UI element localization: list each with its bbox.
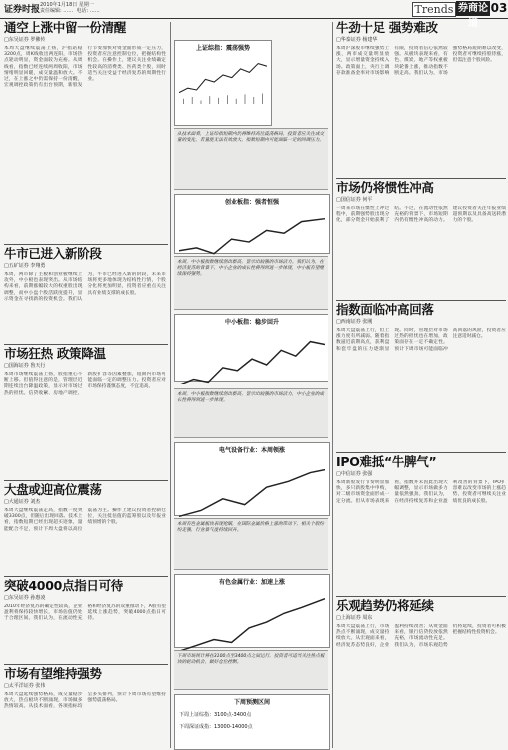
issue-info: 2010年1月18日 星期一 责任编辑: …… 电话: …… [40,2,100,14]
article-byline: □太平洋证券 张伟 [4,683,46,689]
chart-c3 [174,314,328,382]
chart-title: 有色金属行业：加速上涨 [218,579,285,586]
stock-line-chart [179,53,267,106]
chart-c5 [174,574,330,648]
article-byline: □东吴证券 罗佛传 [4,37,46,43]
article-body: 本周新股发行节奏明显加快，多只新股集中申购，对二级市场资金面形成一定分流。但从市场表现来看，指数并未因此出现大幅调整，显示市场做多力量依然强劲。我们认为，在经济持续复苏和企业盈利改善的背景下，IPO扩容难以改变市场的上涨趋势，投资者可继续关注业绩优良的成长股。 [336,480,506,504]
article-headline: 市场仍将惯性冲高 [336,180,434,195]
rule [4,576,168,577]
article-a3 [4,346,166,478]
chart-c6 [174,694,330,750]
article-mid-body [174,256,328,384]
article-a4 [4,482,166,574]
rule [4,244,168,245]
quote-q1 [174,128,328,190]
article-body: 2010年经济复苏的确定性较高，企业盈利将保持较快增长，市场估值仍处于合理区间。我们认为，在流动性充裕和经济复苏的双重推动下，A股有望延续上涨趋势，突破4000点指日可待。 [4,604,166,622]
quote-text: 下周市场预计将在3100点至3400点之间运行，投资者可适当关注热点板块的轮动机会，做好仓位控制。 [177,654,325,666]
article-byline: □东吴证券 孙惠凌 [4,595,46,601]
article-body: 本周大盘延续强势格局，成交量稳步放大，热点板块不断涌现，市场做多热情较高。从技术面看，各项指标均呈多头排列，预计下周市场有望维持强势震荡格局。 [4,692,166,710]
quote-text: 从技术面看，上证综指短期内仍将维持高位震荡格局，投资者应关注成交量的变化，若量能无法有效放大，指数短期内可能面临一定的回调压力。 [177,132,325,144]
article-a1 [4,20,166,242]
chart-title: 上证综指：震荡强势 [195,45,250,52]
section-title: 券商论道 [458,3,488,29]
article-a9 [336,302,506,450]
quote-q3 [174,388,328,438]
article-body: 一周来市场在惯性上冲过程中，前期强势股出现分化，部分资金开始获利了结。不过，在流动性依然充裕的背景下，市场短期内仍有惯性冲高的动力。建议投资者关注年报业绩超预期以及具备高送转潜力的个股。 [336,206,506,224]
column-divider [170,22,171,748]
article-byline: □上海证券 周东 [336,615,373,621]
article-body: 本周，两市除了主板和创业板继续上攻外，中小板也表现突出。从市场结构来看，前期涨幅较大的权重股出现调整，而中小盘个股活跃度提升，显示资金在寻找新的投资机会。我们认为，牛市已经进入新的阶段，未来市场将更多地体现为结构性行情，个股分化将更加明显，投资者应重点关注具有业绩支撑的成长股。 [4,272,166,302]
article-a2 [4,246,166,342]
page-number: 03 [490,1,508,15]
article-headline: 牛劲十足 强势难改 [336,20,438,35]
article-body: 本周大盘继续震荡走高，指数一度突破3300点，但随后出现回落。技术上看，指数短期已经出现超买迹象，量能配合不足，预计下周大盘将以高位震荡为主。操作上建议投资者控制仓位，关注低估值的蓝筹股以及年报业绩预增的个股。 [4,508,166,532]
predict-label-1: 下周上证综指：3100点-3400点 [179,712,252,718]
rule [336,452,506,453]
article-a10 [336,454,506,594]
article-a11 [336,598,506,748]
rule [336,178,506,179]
predict-label-2: 下周深证成指：13000-14000点 [179,724,253,730]
article-headline: 通空上涨中留一份清醒 [4,20,127,35]
quote-q2 [174,256,328,310]
article-body: 本周大盘震荡上行，市场热点不断涌现，成交量持续放大。从宏观面来看，经济复苏态势良好，企业盈利持续改善；从资金面来看，银行信贷投放依然充裕，市场流动性充足。我们认为，市场乐观趋势仍将延续，投资者可积极把握结构性投资机会。 [336,624,506,648]
rule [4,664,168,665]
article-headline: IPO难抵“牛脾气” [336,454,437,469]
article-body: 本周大盘震荡上行，但上涨力度有所减弱。随着指数逼近前期高点，获利盘和套牢盘的压力逐渐显现。同时，管理层对市场过热的担忧也在增加，政策面存在一定不确定性。预计下周市场可能面临冲高回落的风险，投资者应注意适时减仓。 [336,328,506,352]
article-body: 本周市场继续震荡上扬，股指重心不断上移。但值得注意的是，管理层近期连续出台降温政策，显示对市场过热的担忧。信贷收紧、房地产调控、新股扩容等因素叠加，短期内市场可能面临一定的调整压力。投资者应对市场保持谨慎态度，不宜追高。 [4,372,166,396]
article-headline: 市场狂热 政策降温 [4,346,106,361]
chart-title: 下周预测区间 [233,699,270,706]
paper-name: 证券时报 [4,5,41,15]
chart-c2 [174,194,330,254]
chart-title: 中小板指：稳步回升 [224,319,279,326]
chart-c1 [174,40,272,126]
chart-title: 电气设备行业：本周领涨 [218,447,285,454]
rule [336,300,506,301]
article-a7 [336,20,506,176]
stock-line-chart [179,327,325,384]
article-byline: □中信证券 张强 [336,471,373,477]
article-a8 [336,180,506,298]
article-headline: 牛市已进入新阶段 [4,246,102,261]
article-body: 本周大盘继续震荡上扬，沪指站稳3200点，周K线收出两连阳，市场热点轮动明显，资金面较为充裕。从周线看，指数已经连续两周收阳，市场情绪明显回暖，成交量温和放大。不过，在上涨之中仍需保持一份清醒，宏观调控政策仍有出台预期，新股发行节奏加快对资金面形成一定压力，投资者应注意控制仓位，把握结构性机会。在操作上，建议关注业绩确定性较高的消费类、医药类个股，同时适当关注受益于经济复苏的周期性行业。 [4,46,166,89]
article-headline: 大盘或迎高位震荡 [4,482,102,497]
article-byline: □国海证券 鲁天行 [4,363,46,369]
rule [336,596,506,597]
article-headline: 市场有望维持强势 [4,666,102,681]
article-byline: □西南证券 张刚 [336,319,373,325]
quote-text: 本周有色金属板块表现抢眼，在国际金属价格上涨的带动下，相关个股纷纷走强，行业景气度持续回升。 [177,522,325,534]
quote-q5 [174,650,328,690]
chart-title: 创业板指：强者恒强 [224,199,279,206]
article-byline: □五矿证券 李翔勇 [4,263,46,269]
trends-label: Trends [412,2,456,17]
quote-text: 本周，中小板指数继续创出新高，显示出较强的市场活力，中小企业的成长性将得到进一步体现。 [177,392,325,404]
quote-text: 本周，中小板指数继续创出新高，显示出较强的市场活力。我们认为，在经济复苏的背景下，中小企业的成长性将得到进一步体现，中小板有望继续保持强势。 [177,260,325,278]
article-a5 [4,578,166,662]
article-byline: □大通证券 刘杰 [4,499,41,505]
chart-c4 [174,442,330,516]
rule [4,480,168,481]
rule [4,344,168,345]
article-byline: □国信证券 何平 [336,197,373,203]
article-byline: □华泰证券 杨建华 [336,37,378,43]
article-a6 [4,666,166,748]
article-headline: 突破4000点指日可待 [4,578,123,593]
quote-q4 [174,518,328,570]
article-headline: 乐观趋势仍将延续 [336,598,434,613]
article-headline: 指数面临冲高回落 [336,302,434,317]
article-body: 本周沪深股市继续强势上涨，两市成交量明显放大，显示增量资金持续入场。政策面上，央行上调存款准备金率对市场影响有限，投资者信心依然较强。从板块表现来看，有色、煤炭、地产等权重板块轮番上涨，推动指数不断走高。我们认为，市场强势格局短期难以改变，投资者可继续持股待涨，但需注意个股风险。 [336,46,506,76]
column-divider [332,22,333,748]
